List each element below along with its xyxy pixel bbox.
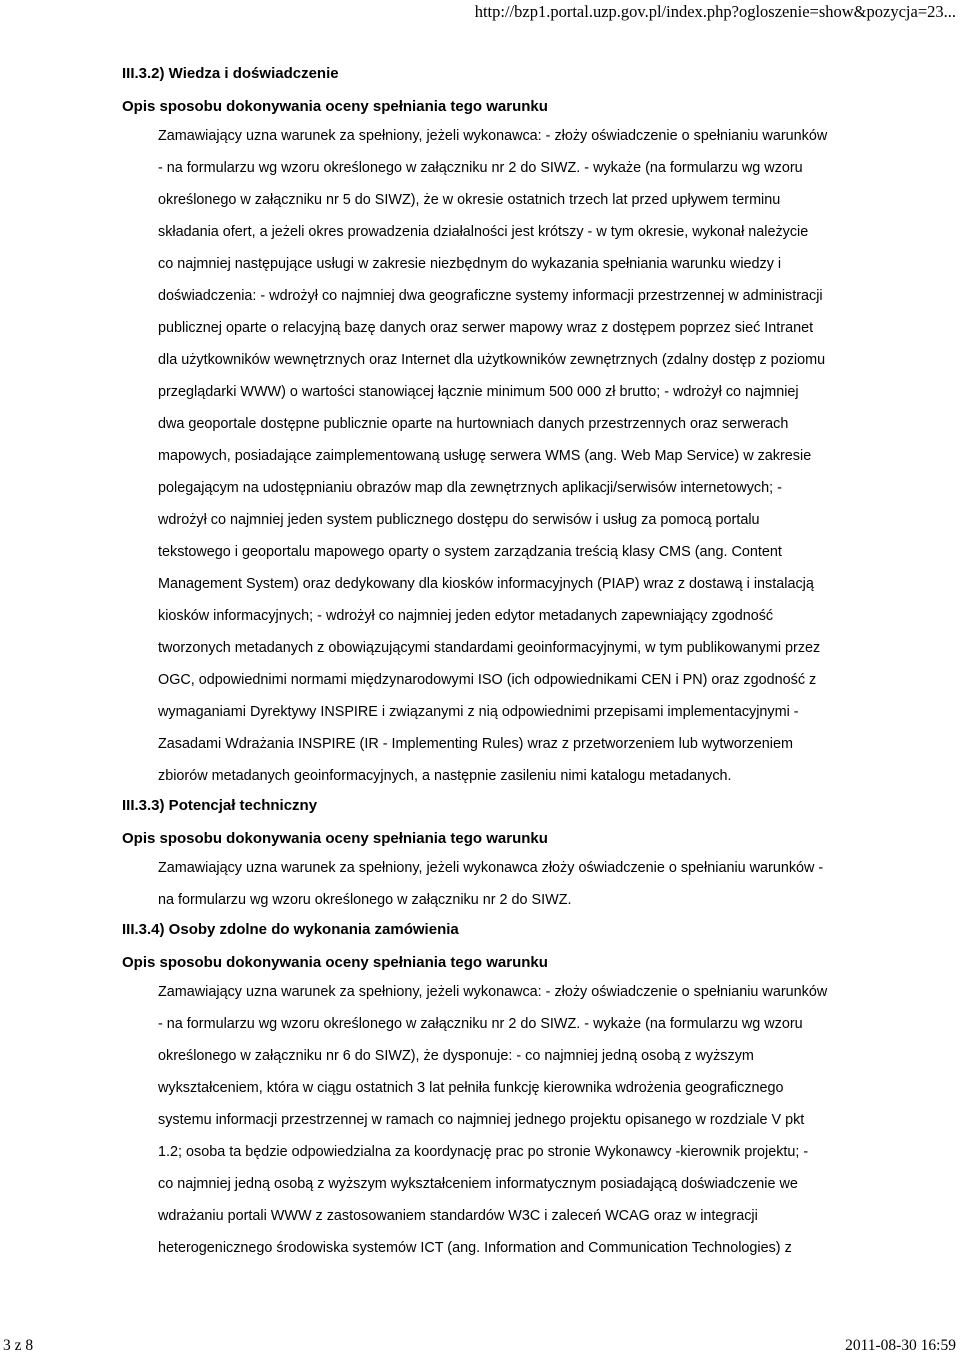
text-line: co najmniej następujące usługi w zakresie niezbędnym do wykazania spełniania warunku wiedzy i: [158, 256, 782, 272]
text-line: przeglądarki WWW) o wartości stanowiącej łącznie minimum 500 000 zł brutto; - wdrożył co najmniej: [158, 384, 799, 400]
text-line: tworzonych metadanych z obowiązującymi standardami geoinformacyjnymi, w tym publikowanymi przez: [158, 640, 821, 656]
text-line: wdrażaniu portali WWW z zastosowaniem standardów W3C i zaleceń WCAG oraz w integracji: [158, 1208, 758, 1224]
section-title: III.3.3) Potencjał techniczny: [122, 797, 318, 814]
text-line: publicznej oparte o relacyjną bazę danych oraz serwer mapowy wraz z dostępem poprzez sieć Intranet: [158, 320, 814, 336]
text-line: określonego w załączniku nr 5 do SIWZ), że w okresie ostatnich trzech lat przed upływem terminu: [158, 192, 781, 208]
text-line: Zamawiający uzna warunek za spełniony, jeżeli wykonawca: - złoży oświadczenie o spełnianiu warunków: [158, 128, 828, 144]
text-line: dla użytkowników wewnętrznych oraz Internet dla użytkowników zewnętrznych (zdalny dostęp z poziomu: [158, 352, 826, 368]
section-title: III.3.2) Wiedza i doświadczenie: [122, 65, 339, 82]
text-line: Zasadami Wdrażania INSPIRE (IR - Implementing Rules) wraz z przetworzeniem lub wytworzeniem: [158, 736, 793, 752]
text-line: wykształceniem, która w ciągu ostatnich 3 lat pełniła funkcję kierownika wdrożenia geograficznego: [158, 1080, 784, 1096]
text-line: - na formularzu wg wzoru określonego w załączniku nr 2 do SIWZ. - wykaże (na formularzu wg wzoru: [158, 1016, 803, 1032]
text-line: co najmniej jedną osobą z wyższym wykształceniem informatycznym posiadającą doświadczenie we: [158, 1176, 798, 1192]
text-line: na formularzu wg wzoru określonego w załączniku nr 2 do SIWZ.: [158, 892, 572, 908]
text-line: polegającym na udostępnianiu obrazów map dla zewnętrznych aplikacji/serwisów internetowych; -: [158, 480, 782, 496]
section-body: [122, 976, 892, 1264]
section-wiedza: [122, 63, 892, 792]
section-potencjal: [122, 795, 892, 916]
section-body: [122, 852, 892, 916]
text-line: mapowych, posiadające zaimplementowaną usługę serwera WMS (ang. Web Map Service) w zakresie: [158, 448, 812, 464]
section-title: III.3.4) Osoby zdolne do wykonania zamówienia: [122, 921, 459, 938]
text-line: składania ofert, a jeżeli okres prowadzenia działalności jest krótszy - w tym okresie, wykonał należycie: [158, 224, 809, 240]
text-line: wymaganiami Dyrektywy INSPIRE i związanymi z nią odpowiednimi przepisami implementacyjnymi -: [158, 704, 799, 720]
text-line: wdrożył co najmniej jeden system publicznego dostępu do serwisów i usług za pomocą portalu: [158, 512, 760, 528]
text-line: heterogenicznego środowiska systemów ICT (ang. Information and Communication Technologies) z: [158, 1240, 792, 1256]
section-subtitle: Opis sposobu dokonywania oceny spełniania tego warunku: [122, 954, 548, 971]
text-line: Zamawiający uzna warunek za spełniony, jeżeli wykonawca złoży oświadczenie o spełnianiu warunków -: [158, 860, 824, 876]
text-line: dwa geoportale dostępne publicznie oparte na hurtowniach danych przestrzennych oraz serwerach: [158, 416, 789, 432]
section-subtitle: Opis sposobu dokonywania oceny spełniania tego warunku: [122, 830, 548, 847]
text-line: kiosków informacyjnych; - wdrożył co najmniej jeden edytor metadanych zapewniający zgodność: [158, 608, 774, 624]
text-line: tekstowego i geoportalu mapowego oparty o system zarządzania treścią klasy CMS (ang. Content: [158, 544, 782, 560]
page-number: 3 z 8: [3, 1337, 34, 1354]
text-line: OGC, odpowiednimi normami międzynarodowymi ISO (ich odpowiednikami CEN i PN) oraz zgodność z: [158, 672, 817, 688]
text-line: Zamawiający uzna warunek za spełniony, jeżeli wykonawca: - złoży oświadczenie o spełnianiu warunków: [158, 984, 828, 1000]
print-datetime: 2011-08-30 16:59: [845, 1337, 956, 1354]
text-line: doświadczenia: - wdrożył co najmniej dwa geograficzne systemy informacji przestrzennej w administracji: [158, 288, 823, 304]
text-line: Management System) oraz dedykowany dla kiosków informacyjnych (PIAP) wraz z dostawą i instalacją: [158, 576, 814, 592]
section-osoby: [122, 919, 892, 1264]
text-line: systemu informacji przestrzennej w ramach co najmniej jednego projektu opisanego w rozdziale V pkt: [158, 1112, 805, 1128]
section-body: [122, 120, 892, 792]
text-line: - na formularzu wg wzoru określonego w załączniku nr 2 do SIWZ. - wykaże (na formularzu wg wzoru: [158, 160, 803, 176]
text-line: zbiorów metadanych geoinformacyjnych, a następnie zasileniu nimi katalogu metadanych.: [158, 768, 732, 784]
header-url: http://bzp1.portal.uzp.gov.pl/index.php?ogloszenie=show&pozycja=23...: [474, 2, 956, 21]
section-subtitle: Opis sposobu dokonywania oceny spełniania tego warunku: [122, 98, 548, 115]
text-line: 1.2; osoba ta będzie odpowiedzialna za koordynację prac po stronie Wykonawcy -kierownik projektu; -: [158, 1144, 809, 1160]
text-line: określonego w załączniku nr 6 do SIWZ), że dysponuje: - co najmniej jedną osobą z wyższym: [158, 1048, 754, 1064]
document-content: [122, 63, 892, 1267]
